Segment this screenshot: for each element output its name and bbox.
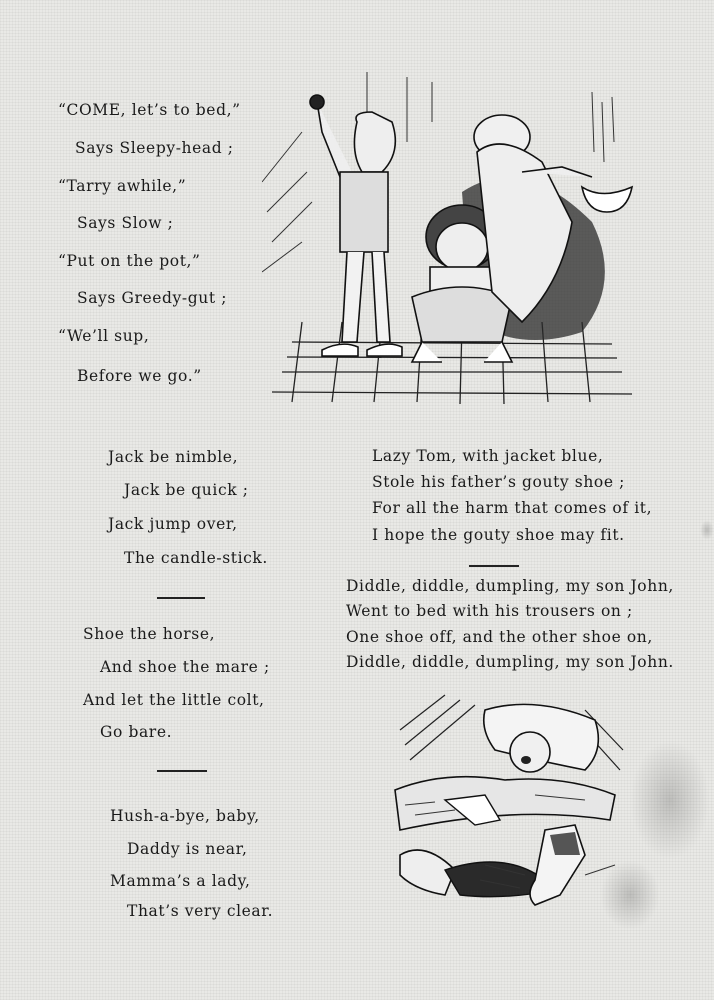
poem-line: “COME, let’s to bed,”	[58, 101, 241, 119]
poem-line: Diddle, diddle, dumpling, my son John.	[346, 653, 674, 671]
boy-in-bed-illustration	[385, 690, 625, 925]
poem-line: Stole his father’s gouty shoe ;	[372, 473, 625, 491]
poem-line: For all the harm that comes of it,	[372, 499, 653, 517]
poem-line: Says Greedy-gut ;	[77, 289, 228, 307]
divider-rule	[157, 770, 207, 772]
poem-line: Go bare.	[100, 723, 173, 741]
poem-line: Jack be nimble,	[108, 448, 239, 466]
poem-line: Diddle, diddle, dumpling, my son John,	[346, 577, 674, 595]
poem-line: And shoe the mare ;	[100, 658, 270, 676]
poem-line: The candle-stick.	[124, 549, 268, 567]
poem-line: Shoe the horse,	[83, 625, 216, 643]
poem-line: Before we go.”	[77, 367, 202, 385]
poem-line: That’s very clear.	[127, 902, 274, 920]
ink-smudge	[700, 520, 714, 540]
poem-line: Mamma’s a lady,	[110, 872, 251, 890]
poem-line: Jack jump over,	[108, 515, 238, 533]
divider-rule	[157, 597, 205, 599]
poem-line: Says Slow ;	[77, 214, 174, 232]
children-illustration	[262, 72, 642, 412]
poem-line: One shoe off, and the other shoe on,	[346, 628, 653, 646]
ink-smudge	[600, 860, 660, 930]
poem-line: Says Sleepy-head ;	[75, 139, 234, 157]
poem-line: Went to bed with his trousers on ;	[346, 602, 633, 620]
ink-smudge	[630, 740, 710, 860]
poem-line: “Put on the pot,”	[58, 252, 201, 270]
divider-rule	[469, 565, 519, 567]
poem-line: And let the little colt,	[83, 691, 265, 709]
poem-line: Lazy Tom, with jacket blue,	[372, 447, 604, 465]
poem-line: Hush-a-bye, baby,	[110, 807, 260, 825]
poem-line: “Tarry awhile,”	[58, 177, 187, 195]
poem-line: I hope the gouty shoe may fit.	[372, 526, 625, 544]
poem-line: “We’ll sup,	[58, 327, 150, 345]
poem-line: Jack be quick ;	[124, 481, 249, 499]
poem-line: Daddy is near,	[127, 840, 248, 858]
